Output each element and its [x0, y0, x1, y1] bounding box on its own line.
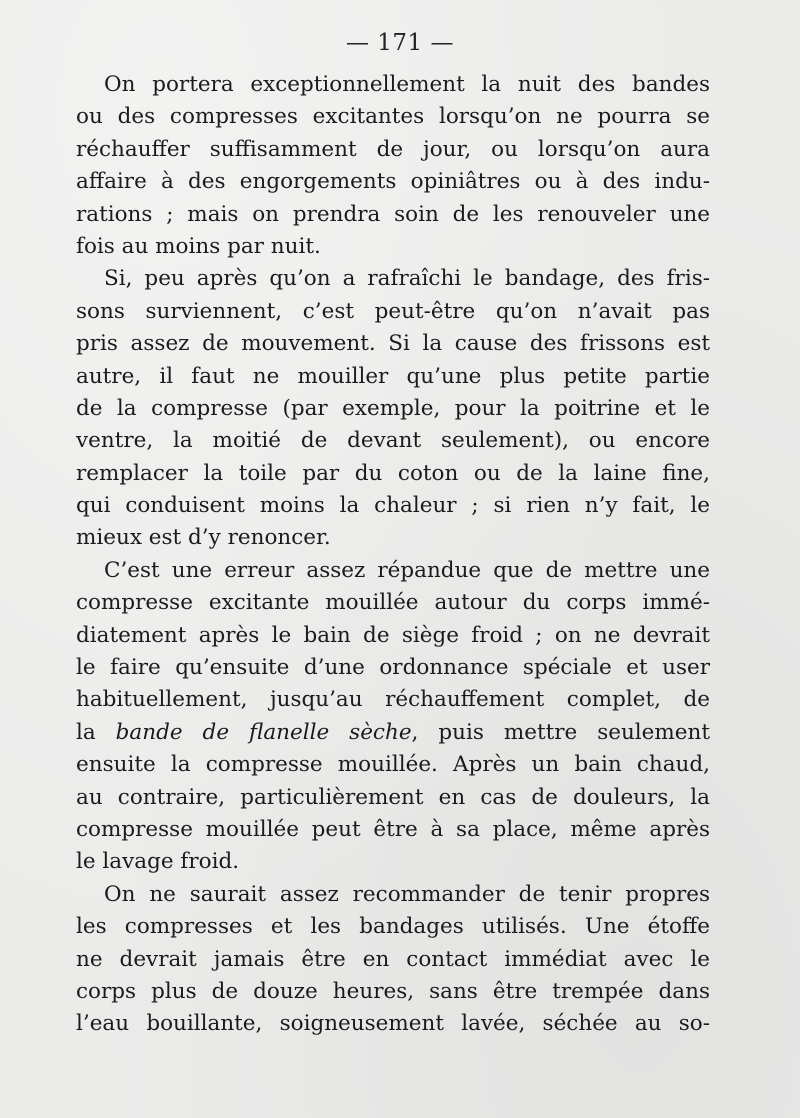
text-line: ne devrait jamais être en contact immédiat avec le — [76, 946, 710, 972]
text-line: On portera exceptionnellement la nuit des bandes — [104, 72, 710, 97]
italic-term: bande de flanelle sèche — [115, 719, 412, 745]
text-line: compresse excitante mouillée autour du corps immé- — [76, 590, 710, 616]
text-line: rations ; mais on prendra soin de les renouveler une — [76, 201, 710, 227]
text-segment: , puis mettre seulement — [411, 719, 710, 745]
text-line: On ne saurait assez recommander de tenir propres — [104, 881, 710, 907]
text-line: corps plus de douze heures, sans être trempée dans — [76, 978, 710, 1004]
text-line: ou des compresses excitantes lorsqu’on ne pourra se — [76, 104, 710, 130]
page-number-header: — 171 — — [345, 30, 455, 56]
text-line: C’est une erreur assez répandue que de mettre une — [104, 557, 710, 583]
text-line: autre, il faut ne mouiller qu’une plus petite partie — [76, 363, 710, 389]
text-line: l’eau bouillante, soigneusement lavée, séchée au so- — [76, 1011, 710, 1037]
text-line: les compresses et les bandages utilisés. Une étoffe — [76, 914, 710, 940]
body-text — [76, 69, 710, 1041]
text-line: habituellement, jusqu’au réchauffement complet, de — [76, 687, 710, 713]
text-line: de la compresse (par exemple, pour la poitrine et le — [76, 395, 710, 421]
text-line: qui conduisent moins la chaleur ; si rien n’y fait, le — [76, 493, 710, 519]
text-line: Si, peu après qu’on a rafraîchi le bandage, des fris- — [104, 266, 710, 292]
text-line: sons surviennent, c’est peut-être qu’on n’avait pas — [76, 298, 710, 324]
text-line — [76, 717, 710, 749]
text-line: compresse mouillée peut être à sa place, même après — [76, 816, 710, 842]
text-line: mieux est d’y renoncer. — [76, 525, 331, 551]
text-line: pris assez de mouvement. Si la cause des frissons est — [76, 331, 710, 357]
text-line: le lavage froid. — [76, 849, 240, 875]
text-line: au contraire, particulièrement en cas de douleurs, la — [76, 784, 710, 810]
text-line: ensuite la compresse mouillée. Après un bain chaud, — [76, 752, 710, 778]
text-line: diatement après le bain de siège froid ; on ne devrait — [76, 622, 710, 648]
text-line: affaire à des engorgements opiniâtres ou à des indu- — [76, 169, 710, 195]
text-line: remplacer la toile par du coton ou de la laine fine, — [76, 460, 710, 486]
text-line: ventre, la moitié de devant seulement), ou encore — [76, 428, 710, 454]
text-line: réchauffer suffisamment de jour, ou lorsqu’on aura — [76, 136, 710, 162]
text-line: le faire qu’ensuite d’une ordonnance spéciale et user — [76, 655, 710, 681]
text-segment: la — [76, 719, 116, 745]
text-line: fois au moins par nuit. — [76, 233, 321, 259]
